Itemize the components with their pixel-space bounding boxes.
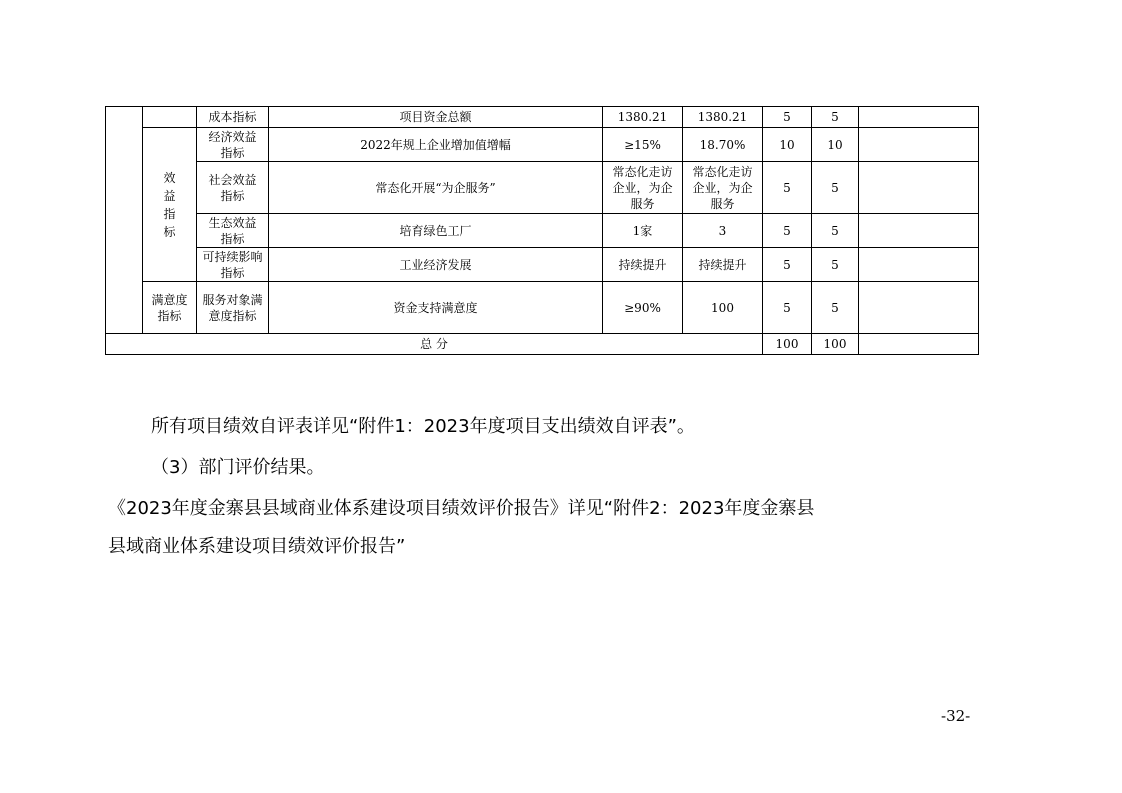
actual-label: 常态化走访企业，为企服务: [692, 164, 753, 211]
score-cell: 5: [812, 107, 859, 128]
metric-cell: [197, 162, 269, 214]
item-cell: 工业经济发展: [269, 248, 603, 282]
target-cell: 持续提升: [603, 248, 683, 282]
paragraph-report-line1: 《2023年度金寨县县域商业体系建设项目绩效评价报告》详见“附件2：2023年度金寨县: [108, 498, 815, 519]
item-cell: 资金支持满意度: [269, 282, 603, 334]
item-cell: 常态化开展“为企服务”: [269, 162, 603, 214]
note-cell: [859, 128, 979, 162]
note-cell: [859, 282, 979, 334]
table-row: [106, 107, 979, 128]
outer-group-cell: [106, 107, 143, 334]
table-row: [106, 162, 979, 214]
metric-label: 可持续影响指标: [202, 249, 263, 280]
item-cell: 项目资金总额: [269, 107, 603, 128]
weight-cell: 5: [763, 214, 812, 248]
score-cell: 10: [812, 128, 859, 162]
weight-cell: 5: [763, 162, 812, 214]
metric-label: 生态效益指标: [208, 215, 257, 246]
paragraph-self-evaluation: 所有项目绩效自评表详见“附件1：2023年度项目支出绩效自评表”。: [151, 416, 695, 437]
performance-table: [105, 106, 979, 355]
target-cell: [603, 162, 683, 214]
score-cell: 5: [812, 162, 859, 214]
actual-cell: 100: [683, 282, 763, 334]
note-cell: [859, 334, 979, 355]
actual-cell: 持续提升: [683, 248, 763, 282]
group-cell-empty: [143, 107, 197, 128]
item-cell: 培育绿色工厂: [269, 214, 603, 248]
total-label-cell: [106, 334, 763, 355]
paragraph-heading-department: （3）部门评价结果。: [151, 457, 325, 478]
metric-cell: [197, 214, 269, 248]
target-cell: 1380.21: [603, 107, 683, 128]
metric-cell: [197, 248, 269, 282]
weight-cell: 10: [763, 128, 812, 162]
total-row: [106, 334, 979, 355]
table-row: [106, 248, 979, 282]
page-number: -32-: [941, 707, 971, 725]
note-cell: [859, 107, 979, 128]
metric-label: 服务对象满意度指标: [202, 292, 263, 323]
score-cell: 5: [812, 248, 859, 282]
metric-label: 社会效益指标: [208, 172, 257, 203]
group-label: 满意度指标: [151, 292, 188, 323]
total-weight-cell: 100: [763, 334, 812, 355]
target-label: 常态化走访企业，为企服务: [612, 164, 673, 211]
target-cell: ≥90%: [603, 282, 683, 334]
weight-cell: 5: [763, 248, 812, 282]
table-row: [106, 214, 979, 248]
paragraph-report-line2: 县域商业体系建设项目绩效评价报告”: [108, 536, 406, 557]
total-score-cell: 100: [812, 334, 859, 355]
actual-cell: 1380.21: [683, 107, 763, 128]
score-cell: 5: [812, 214, 859, 248]
total-label: 总 分: [420, 337, 448, 351]
note-cell: [859, 248, 979, 282]
metric-cell: 成本指标: [197, 107, 269, 128]
actual-cell: 18.70%: [683, 128, 763, 162]
table-row: [106, 128, 979, 162]
target-cell: ≥15%: [603, 128, 683, 162]
group-cell-benefit: [143, 128, 197, 282]
item-cell: 2022年规上企业增加值增幅: [269, 128, 603, 162]
actual-cell: [683, 162, 763, 214]
table-row: [106, 282, 979, 334]
actual-cell: 3: [683, 214, 763, 248]
group-cell-satisfaction: [143, 282, 197, 334]
weight-cell: 5: [763, 107, 812, 128]
metric-cell: [197, 128, 269, 162]
metric-label: 经济效益指标: [208, 129, 257, 160]
metric-cell: [197, 282, 269, 334]
score-cell: 5: [812, 282, 859, 334]
weight-cell: 5: [763, 282, 812, 334]
group-label: 效益指标: [163, 170, 176, 239]
target-cell: 1家: [603, 214, 683, 248]
note-cell: [859, 162, 979, 214]
note-cell: [859, 214, 979, 248]
